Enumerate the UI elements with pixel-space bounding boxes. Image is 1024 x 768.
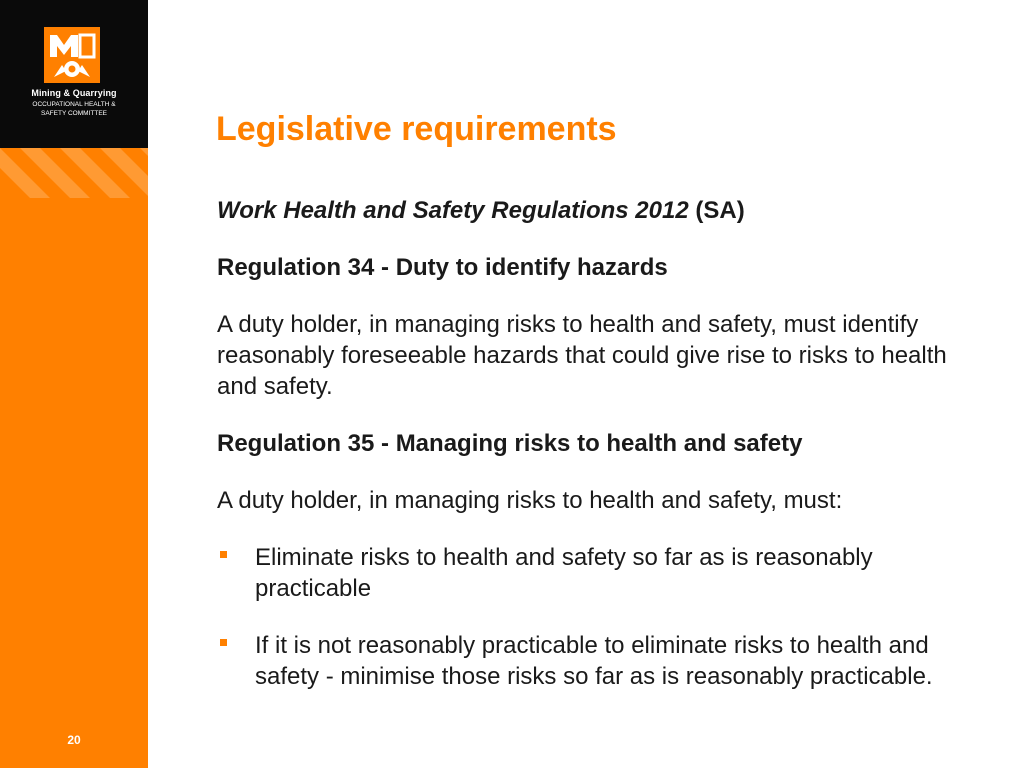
logo-subtitle-line2: SAFETY COMMITTEE <box>41 110 107 117</box>
slide-title: Legislative requirements <box>216 110 617 148</box>
regulation-34-heading: Regulation 34 - Duty to identify hazards <box>217 254 668 281</box>
sidebar <box>0 0 148 768</box>
square-bullet-icon <box>220 551 227 558</box>
slide-content <box>217 195 977 692</box>
logo-subtitle-line1: OCCUPATIONAL HEALTH & <box>32 101 116 108</box>
regulation-34-text: A duty holder, in managing risks to health and safety, must identify reasonably foreseeable hazards that could give rise to risks to health and safety. <box>217 311 947 400</box>
bullet-item <box>217 542 977 604</box>
logo <box>0 0 148 148</box>
regulation-35-intro: A duty holder, in managing risks to health and safety, must: <box>217 487 843 514</box>
logo-title: Mining & Quarrying <box>31 88 117 98</box>
bullet-text: If it is not reasonably practicable to eliminate risks to health and safety - minimise those risks so far as is reasonably practicable. <box>255 632 933 690</box>
regulation-35-heading: Regulation 35 - Managing risks to health and safety <box>217 430 803 457</box>
regulation-source <box>217 195 977 226</box>
page-number: 20 <box>67 733 81 747</box>
regulation-source-jurisdiction: (SA) <box>688 197 745 224</box>
bullet-item <box>217 630 977 692</box>
square-bullet-icon <box>220 639 227 646</box>
regulation-source-title: Work Health and Safety Regulations 2012 <box>217 197 689 224</box>
bullet-text: Eliminate risks to health and safety so far as is reasonably practicable <box>255 544 873 602</box>
decorative-stripes <box>0 148 148 198</box>
mining-quarrying-logo-icon <box>44 27 100 83</box>
